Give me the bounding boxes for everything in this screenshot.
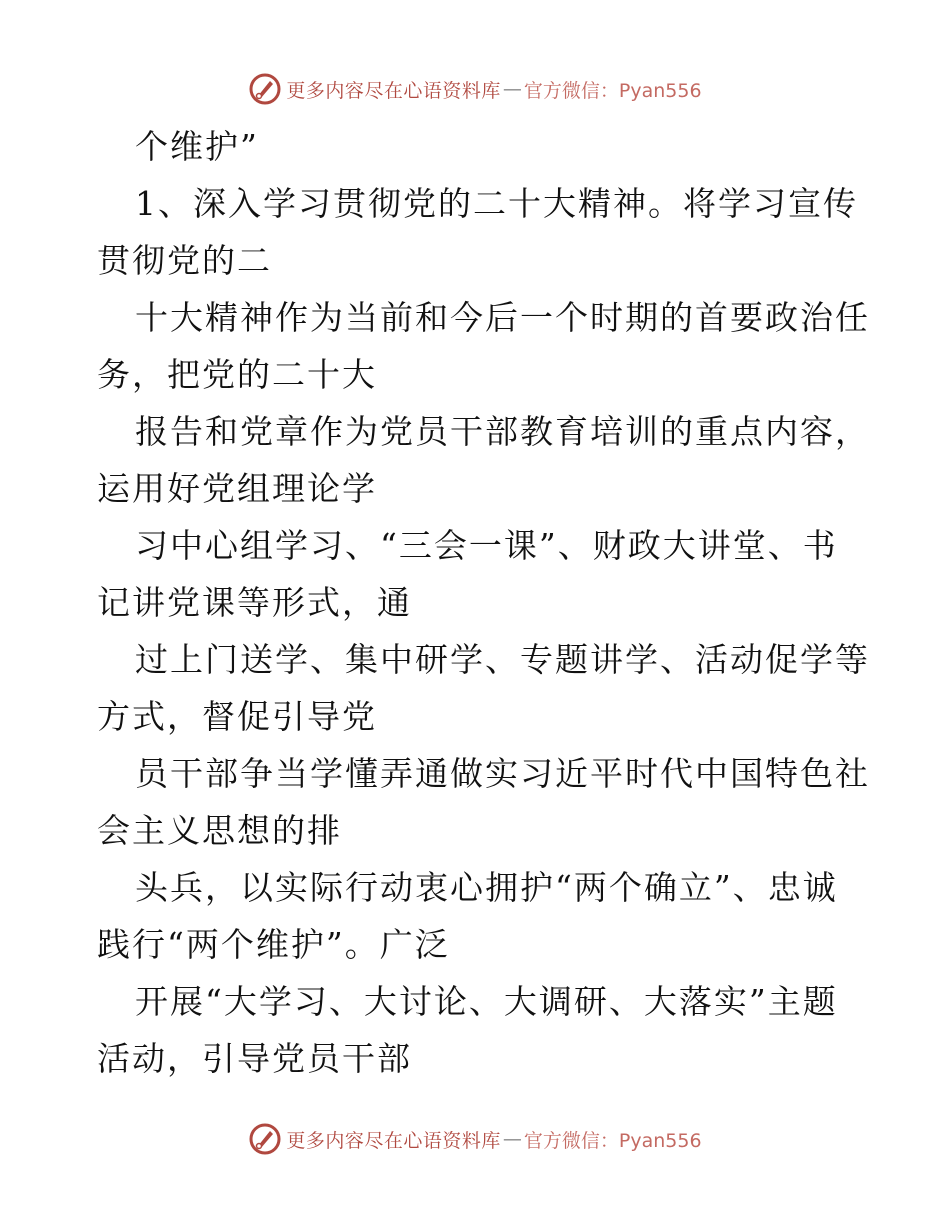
- text-line: 员干部争当学懂弄通做实习近平时代中国特色社: [135, 754, 870, 793]
- text-line: 1、深入学习贯彻党的二十大精神。将学习宣传: [135, 184, 858, 223]
- watermark-separator: —: [502, 1128, 522, 1150]
- watermark-wechat: 官方微信：Pyan556: [523, 1129, 702, 1152]
- text-line: 方式，督促引导党: [97, 697, 377, 736]
- text-line: 过上门送学、集中研学、专题讲学、活动促学等: [135, 640, 870, 679]
- quill-seal-icon: [248, 72, 282, 106]
- text-line: 会主义思想的排: [97, 811, 342, 850]
- text-line: 贯彻党的二: [97, 241, 272, 280]
- header-watermark: [0, 72, 950, 106]
- text-line: 践行“两个维护”。广泛: [97, 925, 450, 964]
- text-line: 报告和党章作为党员干部教育培训的重点内容，: [135, 412, 870, 451]
- text-line: 习中心组学习、“三会一课”、财政大讲堂、书: [135, 526, 838, 565]
- text-line: 务，把党的二十大: [97, 355, 377, 394]
- watermark-brand: 更多内容尽在心语资料库: [286, 1129, 501, 1152]
- quill-seal-icon: [248, 1122, 282, 1156]
- text-line: 活动，引导党员干部: [97, 1039, 412, 1078]
- text-line: 运用好党组理论学: [97, 469, 377, 508]
- text-line: 十大精神作为当前和今后一个时期的首要政治任: [135, 298, 870, 337]
- watermark-brand: 更多内容尽在心语资料库: [286, 79, 501, 102]
- text-line: 开展“大学习、大讨论、大调研、大落实”主题: [135, 982, 838, 1021]
- footer-watermark: [0, 1122, 950, 1156]
- text-line: 个维护”: [135, 127, 259, 166]
- watermark-separator: —: [502, 78, 522, 100]
- text-line: 头兵，以实际行动衷心拥护“两个确立”、忠诚: [135, 868, 838, 907]
- watermark-wechat: 官方微信：Pyan556: [523, 79, 702, 102]
- body-text: [97, 118, 870, 1087]
- text-line: 记讲党课等形式，通: [97, 583, 412, 622]
